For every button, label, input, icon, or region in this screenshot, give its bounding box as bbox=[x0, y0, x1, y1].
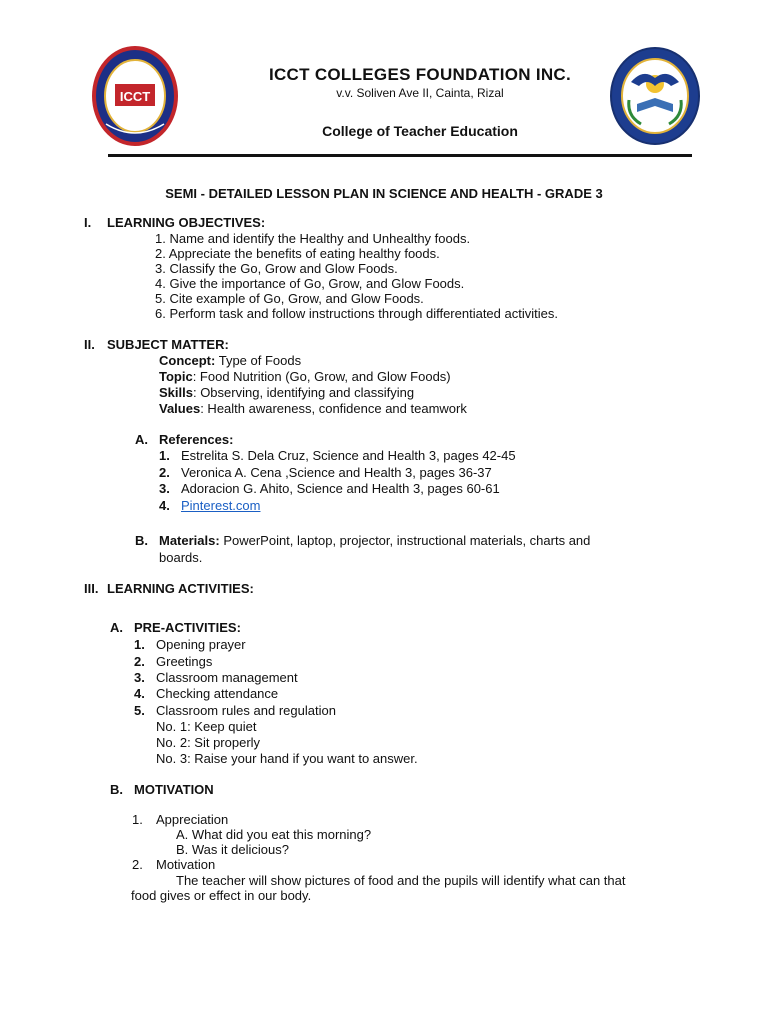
pre-activity-number: 1. bbox=[134, 637, 145, 652]
motivation-item-number: 1. bbox=[132, 812, 143, 827]
reference-item: Veronica A. Cena ,Science and Health 3, pages 36-37 bbox=[181, 465, 492, 480]
objectives-heading: LEARNING OBJECTIVES: bbox=[107, 215, 266, 230]
motivation-question: B. Was it delicious? bbox=[176, 842, 289, 857]
activities-heading: LEARNING ACTIVITIES: bbox=[107, 581, 254, 596]
motivation-item-number: 2. bbox=[132, 857, 143, 872]
topic-value: : Food Nutrition (Go, Grow, and Glow Foods) bbox=[192, 369, 451, 384]
classroom-rule: No. 3: Raise your hand if you want to answer. bbox=[156, 751, 418, 766]
objective-item: 2. Appreciate the benefits of eating healthy foods. bbox=[155, 246, 440, 261]
subject-heading: SUBJECT MATTER: bbox=[107, 337, 229, 352]
references-letter: A. bbox=[135, 432, 148, 447]
subject-number: II. bbox=[84, 337, 95, 352]
org-address: v.v. Soliven Ave II, Cainta, Rizal bbox=[336, 86, 504, 100]
skills-label: Skills bbox=[159, 385, 193, 400]
materials-label: Materials: bbox=[159, 533, 220, 548]
pre-activity-number: 3. bbox=[134, 670, 145, 685]
motivation-paragraph: The teacher will show pictures of food and the pupils will identify what can that bbox=[176, 873, 626, 888]
topic-label: Topic bbox=[159, 369, 193, 384]
pre-activity-number: 2. bbox=[134, 654, 145, 669]
motivation-item: Motivation bbox=[156, 857, 216, 872]
materials-line bbox=[159, 533, 590, 548]
pre-activity-item: Greetings bbox=[156, 654, 213, 669]
reference-number: 2. bbox=[159, 465, 170, 480]
pre-activities-heading: PRE-ACTIVITIES: bbox=[134, 620, 241, 635]
values-value: : Health awareness, confidence and teamwork bbox=[200, 401, 467, 416]
references-heading: References: bbox=[159, 432, 234, 447]
values-label: Values bbox=[159, 401, 201, 416]
motivation-heading: MOTIVATION bbox=[134, 782, 214, 797]
pre-activities-letter: A. bbox=[110, 620, 123, 635]
college-name: College of Teacher Education bbox=[322, 123, 518, 139]
pre-activity-item: Opening prayer bbox=[156, 637, 246, 652]
pinterest-link[interactable]: Pinterest.com bbox=[181, 498, 261, 513]
objective-item: 4. Give the importance of Go, Grow, and Glow Foods. bbox=[155, 276, 465, 291]
reference-item: Adoracion G. Ahito, Science and Health 3, pages 60-61 bbox=[181, 481, 500, 496]
lesson-plan-title: SEMI - DETAILED LESSON PLAN IN SCIENCE AND HEALTH - GRADE 3 bbox=[165, 186, 603, 201]
objectives-number: I. bbox=[84, 215, 92, 230]
reference-number: 3. bbox=[159, 481, 170, 496]
pre-activity-number: 4. bbox=[134, 686, 145, 701]
objective-item: 1. Name and identify the Healthy and Unhealthy foods. bbox=[155, 231, 471, 246]
concept-line bbox=[159, 353, 301, 368]
logo-center-text: ICCT bbox=[119, 89, 151, 104]
pre-activity-item: Classroom management bbox=[156, 670, 298, 685]
values-line bbox=[159, 401, 467, 416]
org-name: ICCT COLLEGES FOUNDATION INC. bbox=[268, 65, 572, 84]
pre-activity-item: Classroom rules and regulation bbox=[156, 703, 336, 718]
materials-letter: B. bbox=[135, 533, 148, 548]
classroom-rule: No. 1: Keep quiet bbox=[156, 719, 257, 734]
header-divider bbox=[108, 154, 692, 157]
classroom-rule: No. 2: Sit properly bbox=[156, 735, 261, 750]
concept-value: Type of Foods bbox=[215, 353, 302, 368]
activities-number: III. bbox=[84, 581, 99, 596]
reference-item: Estrelita S. Dela Cruz, Science and Health 3, pages 42-45 bbox=[181, 448, 516, 463]
objective-item: 6. Perform task and follow instructions through differentiated activities. bbox=[155, 306, 558, 321]
objective-item: 3. Classify the Go, Grow and Glow Foods. bbox=[155, 261, 398, 276]
reference-number: 1. bbox=[159, 448, 170, 463]
materials-line-2: boards. bbox=[159, 550, 203, 565]
pre-activity-number: 5. bbox=[134, 703, 145, 718]
topic-line bbox=[159, 369, 451, 384]
materials-value: PowerPoint, laptop, projector, instructional materials, charts and bbox=[219, 533, 591, 548]
motivation-item: Appreciation bbox=[156, 812, 229, 827]
reference-number: 4. bbox=[159, 498, 170, 513]
motivation-paragraph-continued: food gives or effect in our body. bbox=[131, 888, 312, 903]
skills-line bbox=[159, 385, 414, 400]
motivation-letter: B. bbox=[110, 782, 123, 797]
motivation-question: A. What did you eat this morning? bbox=[176, 827, 372, 842]
skills-value: : Observing, identifying and classifying bbox=[192, 385, 415, 400]
icct-logo bbox=[92, 46, 178, 146]
pre-activity-item: Checking attendance bbox=[156, 686, 279, 701]
objective-item: 5. Cite example of Go, Grow, and Glow Foods. bbox=[155, 291, 424, 306]
concept-label: Concept: bbox=[159, 353, 216, 368]
